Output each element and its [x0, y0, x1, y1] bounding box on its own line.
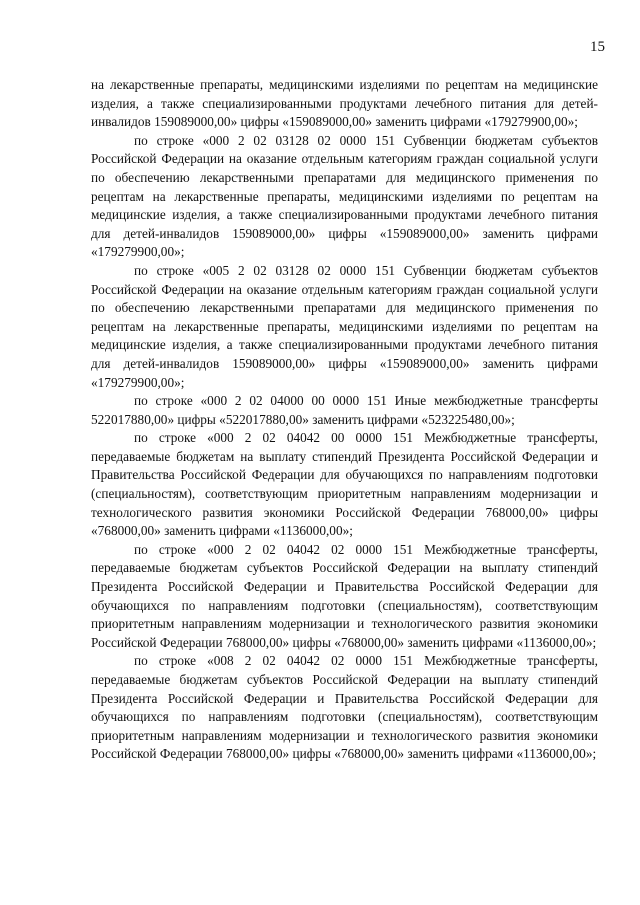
- paragraph-amendment: по строке «000 2 02 04042 00 0000 151 Межбюджетные трансферты, передаваемые бюджетам на выплату стипендий Президента Российской Федерации и Правительства Российской Федерации для обучающихся по направлениям подготовки (специальностям), соответствующим приоритетным направлениям модернизации и технологического развития экономики Российской Федерации 768000,00» цифры «768000,00» заменить цифрами «1136000,00»;: [91, 430, 598, 539]
- paragraph-amendment: по строке «000 2 02 03128 02 0000 151 Субвенции бюджетам субъектов Российской Федерации на оказание отдельным категориям граждан социальной услуги по обеспечению лекарственными препаратами для медицинского применения по рецептам на лекарственные препараты, медицинскими изделиями по рецептам на медицинские изделия, а также специализированными продуктами лечебного питания для детей-инвалидов 159089000,00» цифры «159089000,00» заменить цифрами «179279900,00»;: [91, 132, 598, 260]
- document-body: [91, 76, 598, 764]
- paragraph-amendment: по строке «005 2 02 03128 02 0000 151 Субвенции бюджетам субъектов Российской Федерации на оказание отдельным категориям граждан социальной услуги по обеспечению лекарственными препаратами для медицинского применения по рецептам на лекарственные препараты, медицинскими изделиями по рецептам на медицинские изделия, а также специализированными продуктами лечебного питания для детей-инвалидов 159089000,00» цифры «159089000,00» заменить цифрами «179279900,00»;: [91, 262, 598, 390]
- paragraph-amendment: по строке «000 2 02 04042 02 0000 151 Межбюджетные трансферты, передаваемые бюджетам субъектов Российской Федерации на выплату стипендий Президента Российской Федерации и Правительства Российской Федерации для обучающихся по направлениям подготовки (специальностям), соответствующим приоритетным направлениям модернизации и технологического развития экономики Российской Федерации 768000,00» цифры «768000,00» заменить цифрами «1136000,00»;: [91, 541, 598, 650]
- page-number: 15: [590, 39, 605, 55]
- paragraph-continuation: на лекарственные препараты, медицинскими изделиями по рецептам на медицинские изделия, а также специализированными продуктами лечебного питания для детей-инвалидов 159089000,00» цифры «159089000,00» заменить цифрами «179279900,00»;: [91, 77, 598, 130]
- paragraph-amendment: по строке «000 2 02 04000 00 0000 151 Иные межбюджетные трансферты 522017880,00» цифры «522017880,00» заменить цифрами «523225480,00»;: [91, 393, 598, 427]
- paragraph-amendment: по строке «008 2 02 04042 02 0000 151 Межбюджетные трансферты, передаваемые бюджетам субъектов Российской Федерации на выплату стипендий Президента Российской Федерации и Правительства Российской Федерации для обучающихся по направлениям подготовки (специальностям), соответствующим приоритетным направлениям модернизации и технологического развития экономики Российской Федерации 768000,00» цифры «768000,00» заменить цифрами «1136000,00»;: [91, 653, 598, 762]
